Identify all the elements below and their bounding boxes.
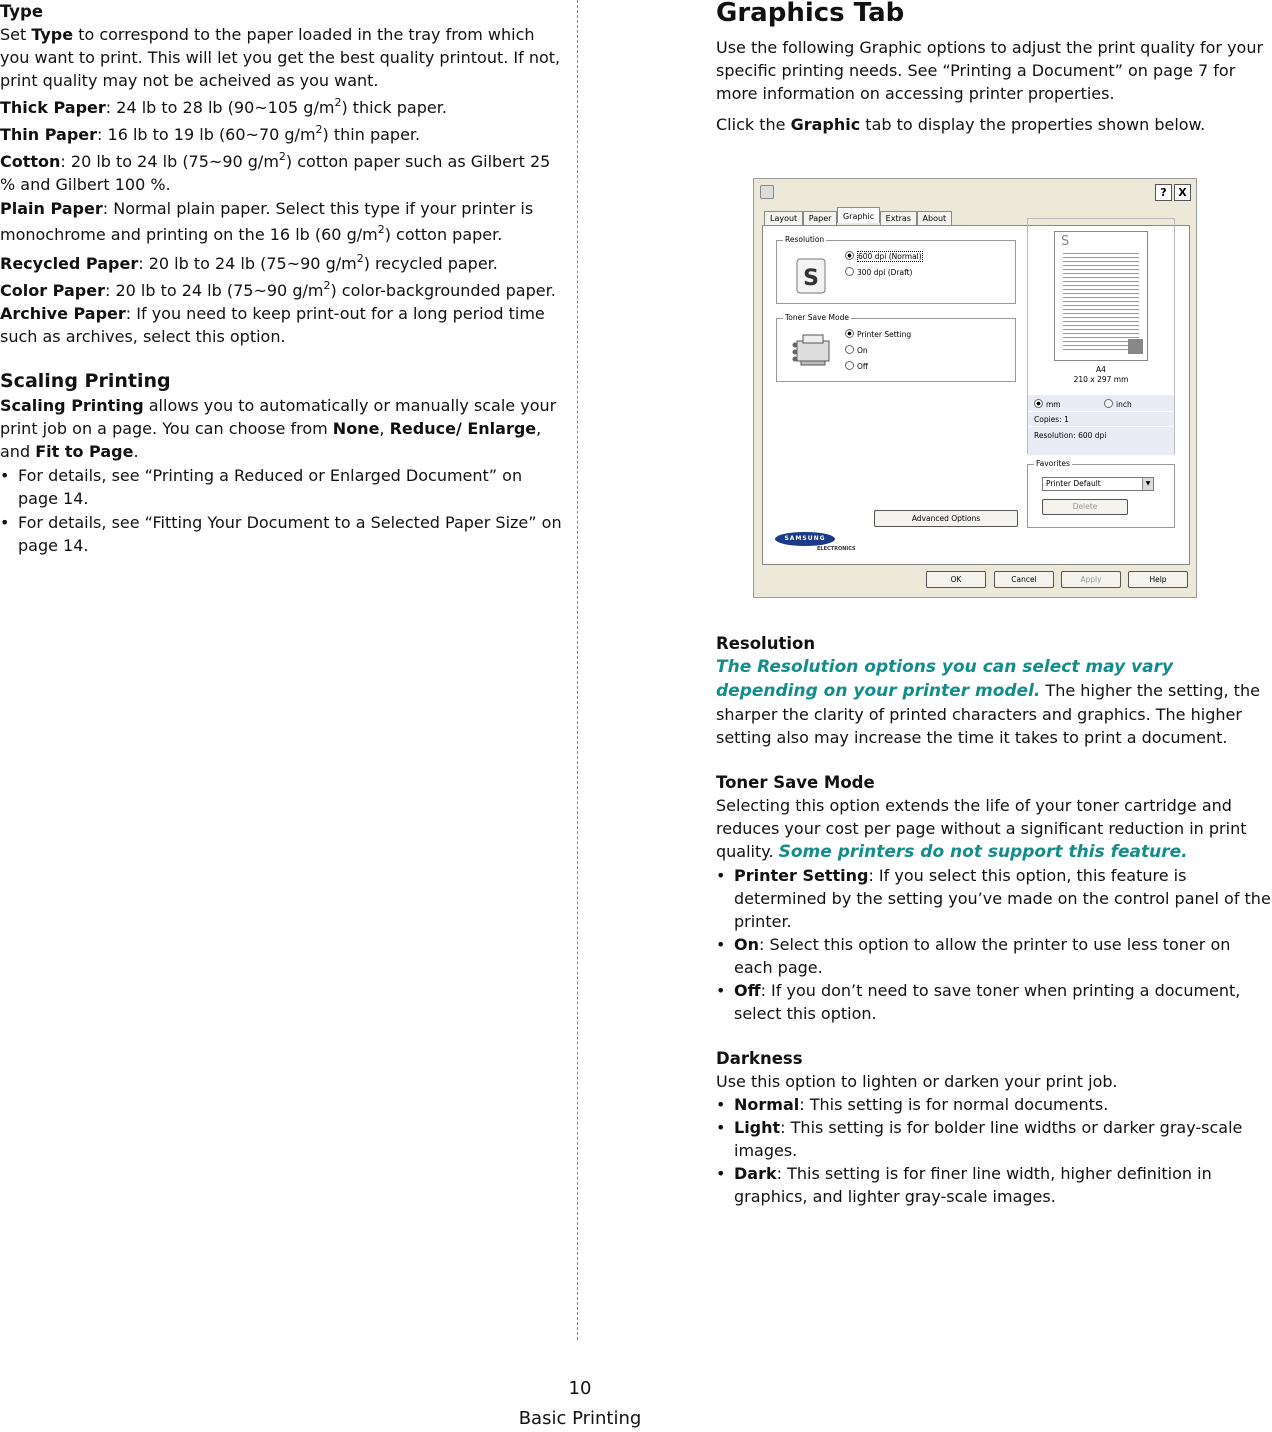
chevron-down-icon: ▼ xyxy=(1142,478,1153,490)
favorites-group xyxy=(1027,459,1175,528)
type-heading: Type xyxy=(0,2,44,21)
info-separator xyxy=(1028,426,1174,427)
tab-graphic[interactable]: Graphic xyxy=(837,207,880,223)
page-number: 10 xyxy=(568,1378,592,1399)
color-paper-line: Color Paper: 20 lb to 24 lb (75~90 $g/m^2$) color-backgrounded paper. xyxy=(0,279,556,300)
radio-icon xyxy=(845,267,854,276)
preview-image-block xyxy=(1128,339,1143,354)
radio-600dpi[interactable]: 600 dpi (Normal) xyxy=(845,251,923,261)
cotton-line: Cotton: 20 lb to 24 lb (75~90 $g/m^2$) cotton paper such as Gilbert 25 % and Gilbert 100 %. xyxy=(0,150,551,194)
radio-icon xyxy=(845,361,854,370)
preview-s-icon: S xyxy=(1061,234,1070,249)
scaling-paragraph: Scaling Printing allows you to automatically or manually scale your print job on a page. You can choose from None, Reduce/ Enlarge, and Fit to Page. xyxy=(0,396,557,461)
darkness-paragraph: Use this option to lighten or darken your print job. xyxy=(716,1072,1118,1091)
darkness-bullet: • Dark: This setting is for finer line width, higher definition in graphics, and lighter gray-scale images. xyxy=(716,1162,1272,1208)
resolution-heading: Resolution xyxy=(716,634,816,653)
copies-info: Copies: 1 xyxy=(1034,415,1069,424)
tab-layout[interactable]: Layout xyxy=(764,211,803,225)
column-divider xyxy=(577,0,578,1340)
samsung-logo: SAMSUNG xyxy=(775,532,835,546)
thin-paper-line: Thin Paper: 16 lb to 19 lb (60~70 $g/m^2$) thin paper. xyxy=(0,123,421,144)
preview-lines xyxy=(1063,250,1139,350)
preview-area xyxy=(1027,218,1175,454)
intro-paragraph: Use the following Graphic options to adjust the print quality for your specific printing needs. See “Printing a Document” on page 7 for more information on accessing printer properties. xyxy=(716,38,1264,103)
thick-paper-line: Thick Paper: 24 lb to 28 lb (90~105 $g/m^2$) thick paper. xyxy=(0,96,447,117)
help-title-button[interactable]: ? xyxy=(1155,184,1172,201)
graphic-panel xyxy=(762,225,1190,565)
cancel-button[interactable]: Cancel xyxy=(994,571,1054,588)
favorites-select[interactable]: Printer Default ▼ xyxy=(1042,477,1154,491)
tab-paper[interactable]: Paper xyxy=(803,211,838,225)
resolution-info: Resolution: 600 dpi xyxy=(1034,431,1107,440)
printer-toner-icon xyxy=(791,331,835,369)
plain-paper-line: Plain Paper: Normal plain paper. Select this type if your printer is monochrome and printing on the 16 lb (60 $g/m^2$) cotton paper. xyxy=(0,199,534,244)
radio-selected-icon xyxy=(845,251,854,260)
resolution-s-icon xyxy=(795,257,829,297)
radio-on[interactable]: On xyxy=(845,345,868,355)
page-preview xyxy=(1054,231,1148,361)
tab-extras[interactable]: Extras xyxy=(880,211,917,225)
resolution-paragraph: The Resolution options you can select may vary depending on your printer model. The higher the setting, the sharper the clarity of printed characters and graphics. The higher setting also may increase the time it takes to print a document. xyxy=(716,657,1260,747)
dialog-titlebar xyxy=(754,179,1196,205)
toner-paragraph: Selecting this option extends the life of your toner cartridge and reduces your cost per page without a significant reduction in print quality. Some printers do not support this feature. xyxy=(716,796,1247,862)
svg-text:S: S xyxy=(803,266,819,291)
close-title-button[interactable]: X xyxy=(1174,184,1191,201)
radio-off[interactable]: Off xyxy=(845,361,868,371)
ok-button[interactable]: OK xyxy=(926,571,986,588)
resolution-group xyxy=(776,235,1016,304)
toner-save-group xyxy=(776,313,1016,382)
radio-selected-icon xyxy=(845,329,854,338)
scaling-bullet: • For details, see “Printing a Reduced or Enlarged Document” on page 14. xyxy=(0,464,562,510)
printer-properties-dialog xyxy=(753,178,1197,598)
radio-printer-setting[interactable]: Printer Setting xyxy=(845,329,911,339)
darkness-bullet: • Light: This setting is for bolder line widths or darker gray-scale images. xyxy=(716,1116,1272,1162)
type-paragraph: Set Type to correspond to the paper loaded in the tray from which you want to print. This will let you get the best quality printout. If not, print quality may not be acheived as you want. xyxy=(0,25,561,90)
left-column xyxy=(0,0,562,557)
darkness-bullet: • Normal: This setting is for normal documents. xyxy=(716,1093,1272,1116)
page-title: Graphics Tab xyxy=(716,0,905,28)
toner-group-caption: Toner Save Mode xyxy=(785,313,849,322)
favorites-caption: Favorites xyxy=(1036,459,1070,468)
radio-selected-icon xyxy=(1034,399,1043,408)
radio-unit-inch[interactable]: inch xyxy=(1104,399,1132,409)
toner-bullet: • Printer Setting: If you select this option, this feature is determined by the setting you’ve made on the control panel of the printer. xyxy=(716,864,1272,933)
paper-size-label: A4 210 x 297 mm xyxy=(1073,365,1129,384)
delete-button[interactable]: Delete xyxy=(1042,499,1128,515)
recycled-paper-line: Recycled Paper: 20 lb to 24 lb (75~90 $g/m^2$) recycled paper. xyxy=(0,252,498,273)
printer-icon xyxy=(760,185,774,199)
samsung-electronics-text: ELECTRONICS xyxy=(817,546,856,552)
archive-paper-line: Archive Paper: If you need to keep print-out for a long period time such as archives, select this option. xyxy=(0,304,545,346)
toner-bullet: • Off: If you don’t need to save toner when printing a document, select this option. xyxy=(716,979,1272,1025)
help-button[interactable]: Help xyxy=(1128,571,1188,588)
radio-unit-mm[interactable]: mm xyxy=(1034,399,1061,409)
toner-bullet: • On: Select this option to allow the printer to use less toner on each page. xyxy=(716,933,1272,979)
click-instruction: Click the Graphic tab to display the properties shown below. xyxy=(716,115,1206,134)
scaling-heading: Scaling Printing xyxy=(0,370,171,392)
radio-icon xyxy=(845,345,854,354)
chapter-name: Basic Printing xyxy=(518,1408,642,1429)
info-box xyxy=(1028,395,1174,455)
resolution-group-caption: Resolution xyxy=(785,235,825,244)
scaling-bullet: • For details, see “Fitting Your Document to a Selected Paper Size” on page 14. xyxy=(0,511,562,557)
info-separator xyxy=(1028,411,1174,412)
toner-heading: Toner Save Mode xyxy=(716,773,875,792)
tab-about[interactable]: About xyxy=(917,211,953,225)
radio-icon xyxy=(1104,399,1113,408)
advanced-options-button[interactable]: Advanced Options xyxy=(874,510,1018,527)
apply-button[interactable]: Apply xyxy=(1061,571,1121,588)
darkness-heading: Darkness xyxy=(716,1049,803,1068)
radio-300dpi[interactable]: 300 dpi (Draft) xyxy=(845,267,912,277)
